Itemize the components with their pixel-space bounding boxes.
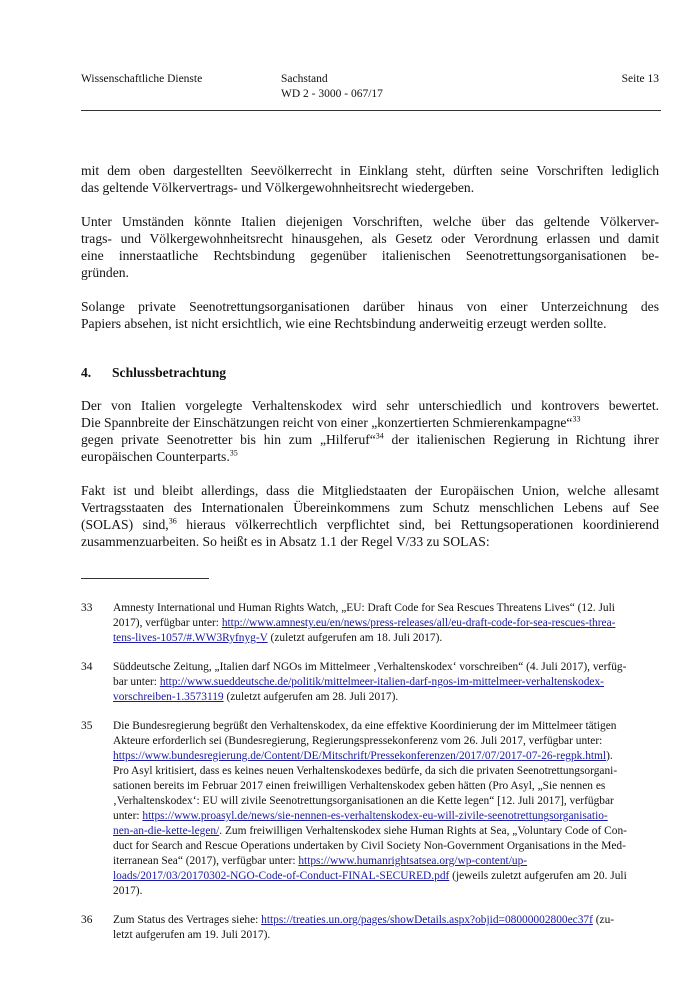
header-doc-info [281,72,383,102]
text-line: zusammenzuarbeiten. So heißt es in Absatz 1.1 der Regel V/33 zu SOLAS: [81,534,490,549]
text-line: duct for Search and Rescue Operations undertaken by Civil Society Non-Government Organisations in the Med- [113,840,626,852]
text-line: Pro Asyl kritisiert, dass es keines neuen Verhaltenskodexes bedürfe, da sich die privaten Seenotrettungsorgani- [113,765,618,777]
paragraph-2 [81,213,659,281]
footnote-34 [81,660,659,705]
text-line [81,448,659,465]
text-fragment: hieraus völkerrechtlich verpflichtet sind, bei Rettungsoperationen koordinierend [176,517,659,532]
section-heading [81,364,659,381]
text-line: Papiers absehen, ist nicht ersichtlich, wie eine Rechtsbindung anderweitig erzeugt werden sollte. [81,316,607,331]
text-line [113,824,659,839]
text-fragment: (zuletzt aufgerufen am 28. Juli 2017). [223,691,399,703]
text-fragment: unter: [113,810,143,822]
text-line: mit dem oben dargestellten Seevölkerrecht in Einklang steht, dürften seine Vorschriften lediglich [81,163,659,178]
paragraph-3 [81,298,659,332]
text-line: Die Bundesregierung begrüßt den Verhaltenskodex, da eine effektive Koordinierung der im Mittelmeer tätigen [113,720,617,732]
footnote-link[interactable]: https://www.bundesregierung.de/Content/DE/Mitschrift/Pressekonferenzen/2017/07/2017-07-26-regpk.html [113,750,607,762]
footnote-link[interactable]: http://www.amnesty.eu/en/news/press-releases/all/eu-draft-code-for-sea-rescues-threa- [221,617,616,629]
footnote-number: 33 [81,602,93,614]
text-fragment: gegen private Seenotretter bis hin zum „Hilferuf“ [81,432,376,447]
text-line: Vertragsstaaten des Internationalen Übereinkommens zum Schutz menschlichen Lebens auf See [81,500,659,515]
text-fragment: ). [606,750,613,762]
text-fragment: der italienischen Regierung in Richtung ihrer [383,432,659,447]
header-page-number: Seite 13 [621,73,659,85]
header-doc-type: Sachstand [281,73,328,85]
text-line: Fakt ist und bleibt allerdings, dass die Mitgliedstaaten der Europäischen Union, welche allesamt [81,483,659,498]
paragraph-4 [81,397,659,465]
text-line: Amnesty International und Human Rights Watch, „EU: Draft Code for Sea Rescues Threatens Lives“ (12. Juli [113,602,615,614]
text-fragment: (zu- [592,914,615,926]
footnote-number: 36 [81,914,93,926]
text-line [113,913,659,928]
header-doc-id: WD 2 - 3000 - 067/17 [281,88,383,100]
header-divider [81,110,661,111]
text-line [113,809,659,824]
text-fragment: Zum Status des Vertrages siehe: [113,914,262,926]
text-line [113,869,659,884]
text-line [81,516,659,533]
text-line [113,675,659,690]
text-line: Solange private Seenotrettungsorganisationen darüber hinaus von einer Unterzeichnung des [81,299,659,314]
footnote-36 [81,913,659,943]
footnote-link[interactable]: https://treaties.un.org/pages/showDetails.aspx?objid=08000002800ec37f [261,914,593,926]
text-line: Der von Italien vorgelegte Verhaltenskodex wird sehr unterschiedlich und kontrovers bewertet. [81,398,659,413]
text-fragment: iterranean Sea“ (2017), verfügbar unter: [113,855,299,867]
footnote-ref-35[interactable]: 35 [229,448,238,458]
text-line [113,854,659,869]
footnote-link[interactable]: http://www.sueddeutsche.de/politik/mittelmeer-italien-darf-ngos-im-mittelmeer-verhaltenskodex- [159,676,604,688]
text-line: ‚Verhaltenskodex‘: EU will zivile Seenotrettungsorganisationen an die Kette legen“ [12. Juli 2017], verfügbar [113,795,614,807]
text-line: gründen. [81,265,129,280]
text-fragment: Die Spannbreite der Einschätzungen reicht von einer „konzertierten Schmierenkampagne“ [81,415,573,430]
text-line: Akteure erforderlich sei (Bundesregierung, Regierungspressekonferenz vom 26. Juli 2017, verfügbar unter: [113,735,603,747]
footnote-ref-33[interactable]: 33 [572,414,581,424]
text-line [81,431,659,448]
text-line: das geltende Völkervertrags- und Völkergewohnheitsrecht wiedergeben. [81,180,475,195]
footnote-divider [81,578,209,579]
paragraph-5 [81,482,659,550]
text-fragment: (SOLAS) sind, [81,517,169,532]
text-line [113,616,659,631]
text-line [113,690,659,705]
text-line: 2017). [113,885,143,897]
text-line [113,749,659,764]
footnote-33 [81,601,659,646]
text-fragment: . Zum freiwilligen Verhaltenskodex siehe Human Rights at Sea, „Voluntary Code of Con- [219,825,627,837]
footnote-link[interactable]: https://www.humanrightsatsea.org/wp-content/up- [298,855,528,867]
text-line: Unter Umständen könnte Italien diejenigen Vorschriften, welche über das geltende Völkerver- [81,214,659,229]
footnote-link[interactable]: tens-lives-1057/#.WW3Ryfnyg-V [113,632,268,644]
footnote-35 [81,719,659,899]
footnote-link[interactable]: loads/2017/03/20170302-NGO-Code-of-Conduct-FINAL-SECURED.pdf [113,870,450,882]
text-line: trags- und Völkergewohnheitsrecht hinausgehen, als Gesetz oder Verordnung erlassen und damit [81,231,659,246]
footnote-number: 34 [81,661,93,673]
footnote-link[interactable]: vorschreiben-1.3573119 [113,691,224,703]
footnote-link[interactable]: https://www.proasyl.de/news/sie-nennen-es-verhaltenskodex-eu-will-zivile-seenotrettungsorganisatio- [142,810,608,822]
text-fragment: (jeweils zuletzt aufgerufen am 20. Juli [449,870,627,882]
text-fragment: (zuletzt aufgerufen am 18. Juli 2017). [267,632,443,644]
text-line: letzt aufgerufen am 19. Juli 2017). [113,929,271,941]
header-org: Wissenschaftliche Dienste [81,73,203,85]
footnote-number: 35 [81,720,93,732]
footnotes [81,601,659,957]
section-number: 4. [81,365,92,380]
text-fragment: 2017), verfügbar unter: [113,617,222,629]
text-line [113,631,659,646]
text-fragment: europäischen Counterparts. [81,449,230,464]
footnote-link[interactable]: nen-an-die-kette-legen/ [113,825,220,837]
footnote-ref-36[interactable]: 36 [168,516,177,526]
text-fragment: bar unter: [113,676,160,688]
text-line: eine innerstaatliche Rechtsbindung gegenüber italienischen Seenotrettungsorganisationen be- [81,248,659,263]
text-line: sationen bereits im Februar 2017 einen freiwilligen Verhaltenskodex geben hätten (Pro Asyl, „Sie nennen es [113,780,606,792]
main-text [81,162,659,567]
paragraph-1 [81,162,659,196]
text-line [81,414,659,431]
footnote-ref-34[interactable]: 34 [375,431,384,441]
text-line: Süddeutsche Zeitung, „Italien darf NGOs im Mittelmeer ‚Verhaltenskodex‘ vorschreiben“ (4. Juli 2017), verfüg- [113,661,627,673]
section-title: Schlussbetrachtung [112,365,227,380]
